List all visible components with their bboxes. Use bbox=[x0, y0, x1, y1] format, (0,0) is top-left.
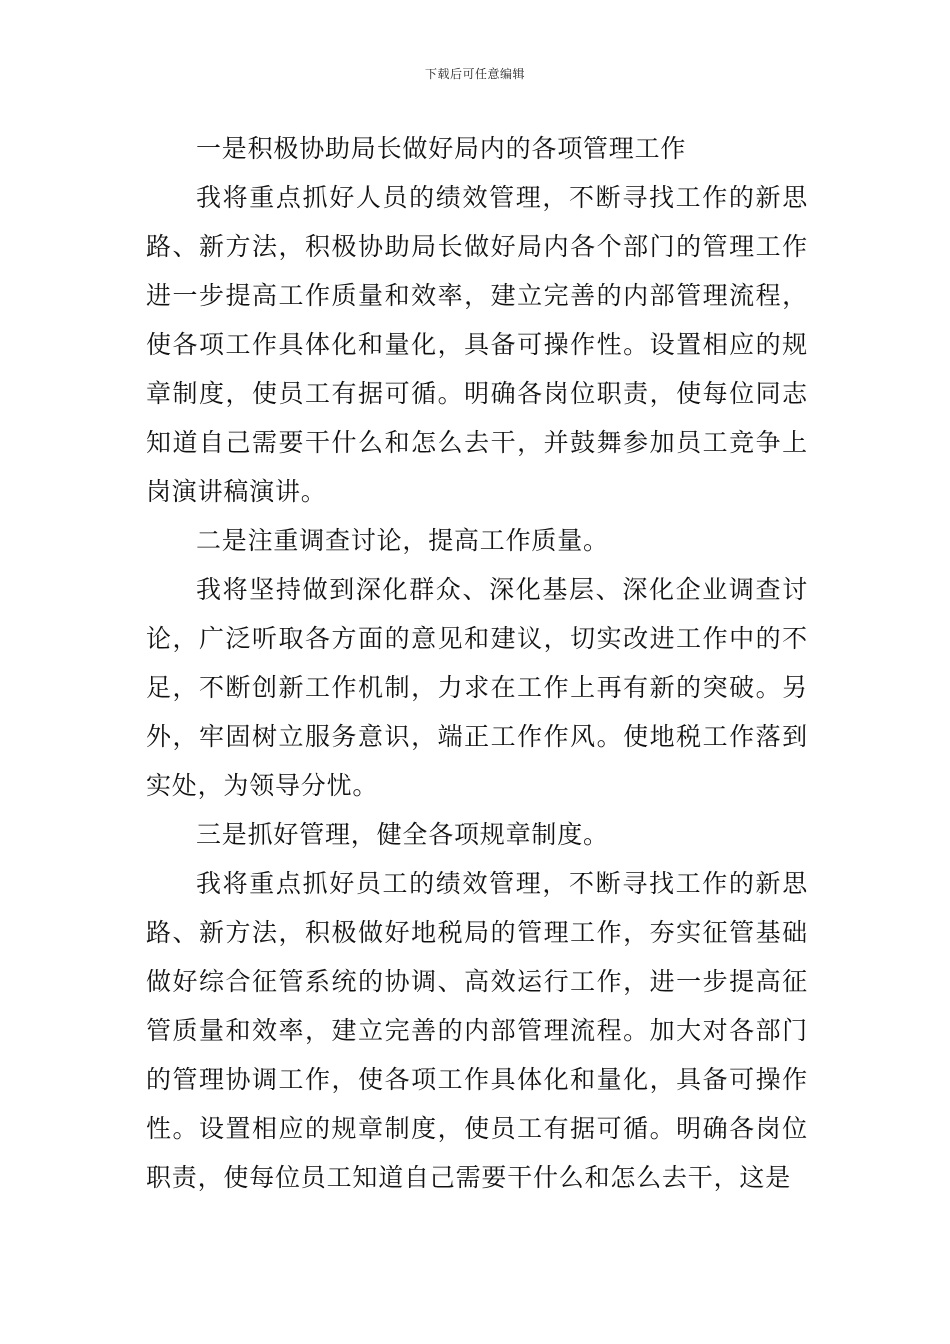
paragraph-1: 我将重点抓好人员的绩效管理，不断寻找工作的新思路、新方法，积极协助局长做好局内各个部门的管理工作进一步提高工作质量和效率，建立完善的内部管理流程，使各项工作具体化和量化，具备可操作性。设置相应的规章制度，使员工有据可循。明确各岗位职责，使每位同志知道自己需要干什么和怎么去干，并鼓舞参加员工竞争上岗演讲稿演讲。 bbox=[146, 183, 808, 506]
document-body bbox=[146, 124, 808, 1202]
paragraph-3: 我将重点抓好员工的绩效管理，不断寻找工作的新思路、新方法，积极做好地税局的管理工作，夯实征管基础做好综合征管系统的协调、高效运行工作，进一步提高征管质量和效率，建立完善的内部管理流程。加大对各部门的管理协调工作，使各项工作具体化和量化，具备可操作性。设置相应的规章制度，使员工有据可循。明确各岗位职责，使每位员工知道自己需要干什么和怎么去干，这是 bbox=[146, 869, 808, 1192]
section-heading-3: 三是抓好管理，健全各项规章制度。 bbox=[196, 820, 609, 849]
section-heading-2: 二是注重调查讨论，提高工作质量。 bbox=[196, 526, 609, 555]
section-heading-1: 一是积极协助局长做好局内的各项管理工作 bbox=[196, 134, 687, 163]
paragraph-2: 我将坚持做到深化群众、深化基层、深化企业调查讨论，广泛听取各方面的意见和建议，切实改进工作中的不足，不断创新工作机制，力求在工作上再有新的突破。另外，牢固树立服务意识，端正工作作风。使地税工作落到实处，为领导分忧。 bbox=[146, 575, 808, 800]
page-header: 下载后可任意编辑 bbox=[424, 67, 525, 81]
